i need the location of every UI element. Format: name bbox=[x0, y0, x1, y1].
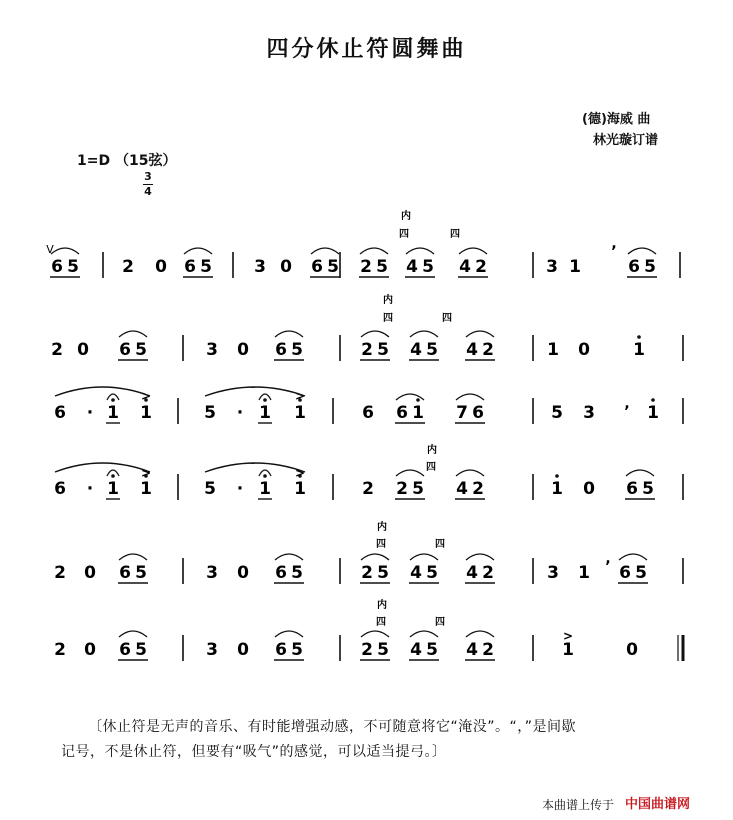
slur-arc bbox=[119, 631, 147, 637]
slur-arc bbox=[466, 631, 494, 637]
score-note: 1 bbox=[412, 403, 424, 423]
slur-arc bbox=[275, 331, 303, 337]
score-note: 6 bbox=[119, 340, 131, 360]
arranger-credit: 林光璇订谱 bbox=[593, 133, 659, 148]
score-note: 4 bbox=[410, 640, 422, 660]
accent-mark: > bbox=[294, 466, 306, 480]
fingering-mark: 四 bbox=[376, 539, 386, 550]
score-note: 2 bbox=[122, 257, 134, 277]
score-note: 6 bbox=[275, 640, 287, 660]
score-note: 6 bbox=[184, 257, 196, 277]
score-note: 5 bbox=[204, 403, 216, 423]
score-note: 4 bbox=[459, 257, 471, 277]
score-note: 6 bbox=[54, 403, 66, 423]
fingering-mark: 内 bbox=[401, 211, 411, 222]
score-note: 6 bbox=[54, 479, 66, 499]
score-note: 6 bbox=[626, 479, 638, 499]
score-note: 0 bbox=[237, 340, 249, 360]
slur-arc bbox=[361, 331, 389, 337]
score-note: 1 bbox=[551, 479, 563, 499]
score-note: 6 bbox=[628, 257, 640, 277]
slur-arc bbox=[311, 248, 339, 254]
accent-mark: > bbox=[294, 389, 306, 403]
score-note: 2 bbox=[472, 479, 484, 499]
high-octave-dot bbox=[263, 474, 267, 478]
score-note: 1 bbox=[633, 340, 645, 360]
score-note: 4 bbox=[466, 640, 478, 660]
score-note: 5 bbox=[426, 340, 438, 360]
score-note: 2 bbox=[361, 640, 373, 660]
slur-arc bbox=[466, 554, 494, 560]
score-note: 5 bbox=[377, 563, 389, 583]
score-note: 3 bbox=[206, 640, 218, 660]
high-octave-dot bbox=[263, 398, 267, 402]
score-note: 3 bbox=[254, 257, 266, 277]
slur-arc bbox=[184, 248, 212, 254]
slur-arc bbox=[275, 631, 303, 637]
score-note: 1 bbox=[562, 640, 574, 660]
fingering-mark: 四 bbox=[376, 617, 386, 628]
slur-arc bbox=[456, 394, 484, 400]
slur-arc bbox=[619, 554, 647, 560]
score-note: 4 bbox=[406, 257, 418, 277]
score-note: 5 bbox=[135, 640, 147, 660]
score-note: · bbox=[86, 403, 94, 423]
score-note: 6 bbox=[275, 563, 287, 583]
score-note: 5 bbox=[204, 479, 216, 499]
slur-arc bbox=[361, 631, 389, 637]
phrase-slur bbox=[55, 387, 150, 396]
score-note: 1 bbox=[107, 479, 119, 499]
score-note: 2 bbox=[361, 340, 373, 360]
score-note: 5 bbox=[200, 257, 212, 277]
score-note: 2 bbox=[361, 563, 373, 583]
score-note: · bbox=[236, 403, 244, 423]
score-note: 4 bbox=[466, 563, 478, 583]
score-note: 5 bbox=[377, 340, 389, 360]
score-note: 6 bbox=[275, 340, 287, 360]
score-note: 7 bbox=[456, 403, 468, 423]
slur-arc bbox=[466, 331, 494, 337]
phrase-slur bbox=[55, 463, 150, 472]
score-note: 5 bbox=[291, 640, 303, 660]
score-note: 0 bbox=[280, 257, 292, 277]
score-note: 1 bbox=[259, 479, 271, 499]
score-note: 5 bbox=[135, 563, 147, 583]
fingering-mark: 四 bbox=[442, 313, 452, 324]
score-note: 5 bbox=[291, 563, 303, 583]
score-note: 2 bbox=[482, 640, 494, 660]
score-note: 3 bbox=[546, 257, 558, 277]
score-note: 1 bbox=[107, 403, 119, 423]
score-note: 1 bbox=[547, 340, 559, 360]
slur-arc bbox=[456, 470, 484, 476]
score-note: · bbox=[236, 479, 244, 499]
fingering-mark: 四 bbox=[426, 462, 436, 473]
time-signature-bottom: 4 bbox=[144, 185, 152, 198]
score-note: 6 bbox=[51, 257, 63, 277]
score-note: 6 bbox=[362, 403, 374, 423]
score-note: 0 bbox=[626, 640, 638, 660]
slur-arc bbox=[406, 248, 434, 254]
slur-arc bbox=[119, 331, 147, 337]
score-note: 2 bbox=[482, 563, 494, 583]
score-note: 1 bbox=[569, 257, 581, 277]
score-note: 3 bbox=[206, 340, 218, 360]
score-note: 5 bbox=[635, 563, 647, 583]
high-octave-dot bbox=[637, 335, 641, 339]
fingering-mark: 四 bbox=[435, 539, 445, 550]
score-note: 6 bbox=[619, 563, 631, 583]
score-note: 4 bbox=[410, 340, 422, 360]
fingering-mark: 四 bbox=[435, 617, 445, 628]
score-note: 4 bbox=[410, 563, 422, 583]
score-note: 5 bbox=[644, 257, 656, 277]
accent-mark: > bbox=[562, 629, 574, 643]
score-note: 2 bbox=[51, 340, 63, 360]
score-note: 0 bbox=[578, 340, 590, 360]
score-note: 3 bbox=[547, 563, 559, 583]
fingering-mark: 四 bbox=[383, 313, 393, 324]
score-note: 5 bbox=[135, 340, 147, 360]
score-note: 2 bbox=[396, 479, 408, 499]
slur-arc bbox=[275, 554, 303, 560]
score-note: 1 bbox=[647, 403, 659, 423]
score-note: 5 bbox=[67, 257, 79, 277]
score-note: 5 bbox=[376, 257, 388, 277]
fingering-mark: 内 bbox=[377, 600, 387, 611]
score-note: 5 bbox=[426, 563, 438, 583]
slur-arc bbox=[410, 331, 438, 337]
score-note: 6 bbox=[119, 563, 131, 583]
score-note: 5 bbox=[377, 640, 389, 660]
accent-mark: > bbox=[140, 389, 152, 403]
performance-note-line2: 记号，不是休止符，但要有“吸气”的感觉，可以适当提弓。〕 bbox=[61, 744, 447, 760]
high-octave-dot bbox=[111, 398, 115, 402]
score-note: 1 bbox=[294, 479, 306, 499]
slur-arc bbox=[361, 554, 389, 560]
slur-arc bbox=[626, 470, 654, 476]
time-signature-top: 3 bbox=[144, 170, 152, 183]
performance-note-line1: 〔休止符是无声的音乐、有时能增强动感，不可随意将它“淹没”。“，”是间歇 bbox=[88, 719, 577, 735]
score-note: 0 bbox=[77, 340, 89, 360]
score-note: 6 bbox=[119, 640, 131, 660]
score-note: 5 bbox=[551, 403, 563, 423]
score-note: 0 bbox=[237, 640, 249, 660]
fingering-mark: 内 bbox=[427, 445, 437, 456]
breath-mark: , bbox=[611, 236, 617, 252]
score-note: 5 bbox=[642, 479, 654, 499]
score-note: 1 bbox=[140, 403, 152, 423]
score-note: 4 bbox=[456, 479, 468, 499]
breath-mark: , bbox=[605, 551, 611, 567]
score-note: 3 bbox=[583, 403, 595, 423]
score-note: 1 bbox=[140, 479, 152, 499]
score-note: 2 bbox=[54, 563, 66, 583]
score-note: 5 bbox=[327, 257, 339, 277]
fingering-mark: 内 bbox=[383, 295, 393, 306]
score-note: 0 bbox=[237, 563, 249, 583]
high-octave-dot bbox=[111, 474, 115, 478]
slur-arc bbox=[396, 470, 424, 476]
site-logo: 中国曲谱网 bbox=[625, 797, 691, 812]
score-note: 1 bbox=[578, 563, 590, 583]
score-note: 5 bbox=[291, 340, 303, 360]
breath-mark: , bbox=[624, 396, 630, 412]
score-note: 2 bbox=[482, 340, 494, 360]
score-note: 2 bbox=[475, 257, 487, 277]
page-title: 四分休止符圆舞曲 bbox=[266, 37, 467, 62]
key-signature: 1=D （15弦） bbox=[77, 153, 177, 169]
fingering-mark: 四 bbox=[399, 229, 409, 240]
slur-arc bbox=[119, 554, 147, 560]
slur-arc bbox=[628, 248, 656, 254]
score-note: 2 bbox=[360, 257, 372, 277]
upload-credit: 本曲谱上传于 bbox=[542, 798, 615, 812]
phrase-slur bbox=[205, 463, 305, 472]
high-octave-dot bbox=[651, 398, 655, 402]
score-note: 0 bbox=[84, 563, 96, 583]
score-note: 1 bbox=[259, 403, 271, 423]
score-note: 2 bbox=[362, 479, 374, 499]
score-note: 6 bbox=[311, 257, 323, 277]
score-note: 6 bbox=[396, 403, 408, 423]
slur-arc bbox=[360, 248, 388, 254]
score-note: 4 bbox=[466, 340, 478, 360]
score-note: 5 bbox=[422, 257, 434, 277]
score-note: 0 bbox=[155, 257, 167, 277]
score-note: · bbox=[86, 479, 94, 499]
score-note: 6 bbox=[472, 403, 484, 423]
slur-arc bbox=[410, 554, 438, 560]
score-note: 3 bbox=[206, 563, 218, 583]
phrase-slur bbox=[205, 387, 305, 396]
score-note: 5 bbox=[426, 640, 438, 660]
score-note: 0 bbox=[84, 640, 96, 660]
slur-arc bbox=[51, 248, 79, 254]
score-note: 0 bbox=[583, 479, 595, 499]
composer-credit: (德)海威 曲 bbox=[582, 112, 651, 127]
slur-arc bbox=[459, 248, 487, 254]
fingering-mark: 内 bbox=[377, 522, 387, 533]
fingering-mark: 四 bbox=[450, 229, 460, 240]
score-note: 1 bbox=[294, 403, 306, 423]
slur-arc bbox=[396, 394, 424, 400]
score-note: 2 bbox=[54, 640, 66, 660]
high-octave-dot bbox=[555, 474, 559, 478]
score-note: 5 bbox=[412, 479, 424, 499]
high-octave-dot bbox=[416, 398, 420, 402]
slur-arc bbox=[410, 631, 438, 637]
up-bow-mark: V bbox=[46, 243, 54, 256]
accent-mark: > bbox=[140, 466, 152, 480]
